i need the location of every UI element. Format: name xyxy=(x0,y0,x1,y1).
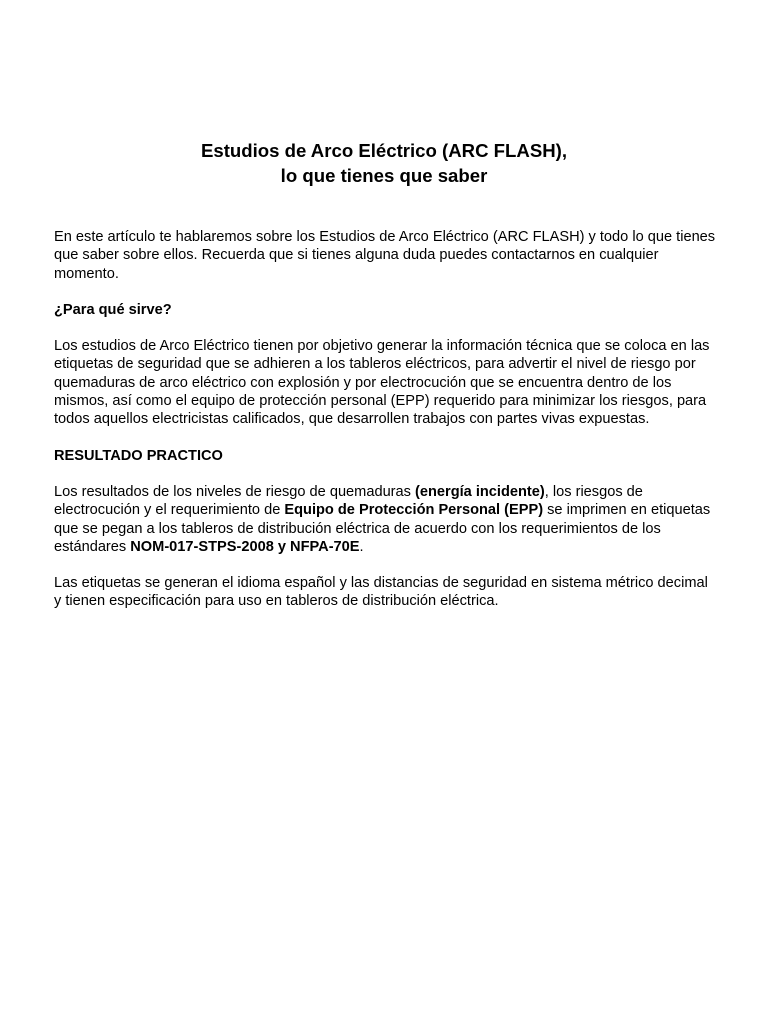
result-text-part-3: se imprimen en etiquetas que se pegan a los tableros de distribución eléctrica de acuerdo con los requerimientos de los estándares xyxy=(54,502,711,555)
labels-paragraph: Las etiquetas se generan el idioma español y las distancias de seguridad en sistema métrico decimal y tienen especificación para uso en tableros de distribución eléctrica. xyxy=(54,575,708,610)
heading-result: RESULTADO PRACTICO xyxy=(54,447,223,464)
result-bold-epp: Equipo de Protección Personal (EPP) xyxy=(284,502,544,519)
title-line-1: Estudios de Arco Eléctrico (ARC FLASH), xyxy=(200,140,568,161)
title-line-2: lo que tienes que saber xyxy=(280,165,488,186)
document-title xyxy=(0,138,768,188)
document-body xyxy=(54,228,719,629)
result-bold-standards: NOM-017-STPS-2008 y NFPA-70E xyxy=(130,538,360,555)
purpose-paragraph: Los estudios de Arco Eléctrico tienen por objetivo generar la información técnica que se coloca en las etiquetas de seguridad que se adhieren a los tableros eléctricos, para advertir el nivel de riesgo por quemaduras de arco eléctrico con explosión y por electrocución que se encuentra dentro de los mismos, así como el equipo de protección personal (EPP) requerido para minimizar los riesgos, para todos aquellos electricistas calificados, que desarrollen trabajos con partes vivas expuestas. xyxy=(54,338,710,428)
intro-paragraph: En este artículo te hablaremos sobre los Estudios de Arco Eléctrico (ARC FLASH) y todo lo que tienes que saber sobre ellos. Recuerda que si tienes alguna duda puedes contactarnos en cualquier momento. xyxy=(54,229,716,282)
result-text-part-2: , los riesgos de electrocución y el requerimiento de xyxy=(54,483,643,519)
result-text-part-4: . xyxy=(359,538,364,555)
result-text-part-1: Los resultados de los niveles de riesgo de quemaduras xyxy=(54,483,416,500)
result-bold-energy: (energía incidente) xyxy=(415,483,545,500)
result-paragraph xyxy=(54,483,719,556)
heading-purpose: ¿Para qué sirve? xyxy=(54,301,172,318)
